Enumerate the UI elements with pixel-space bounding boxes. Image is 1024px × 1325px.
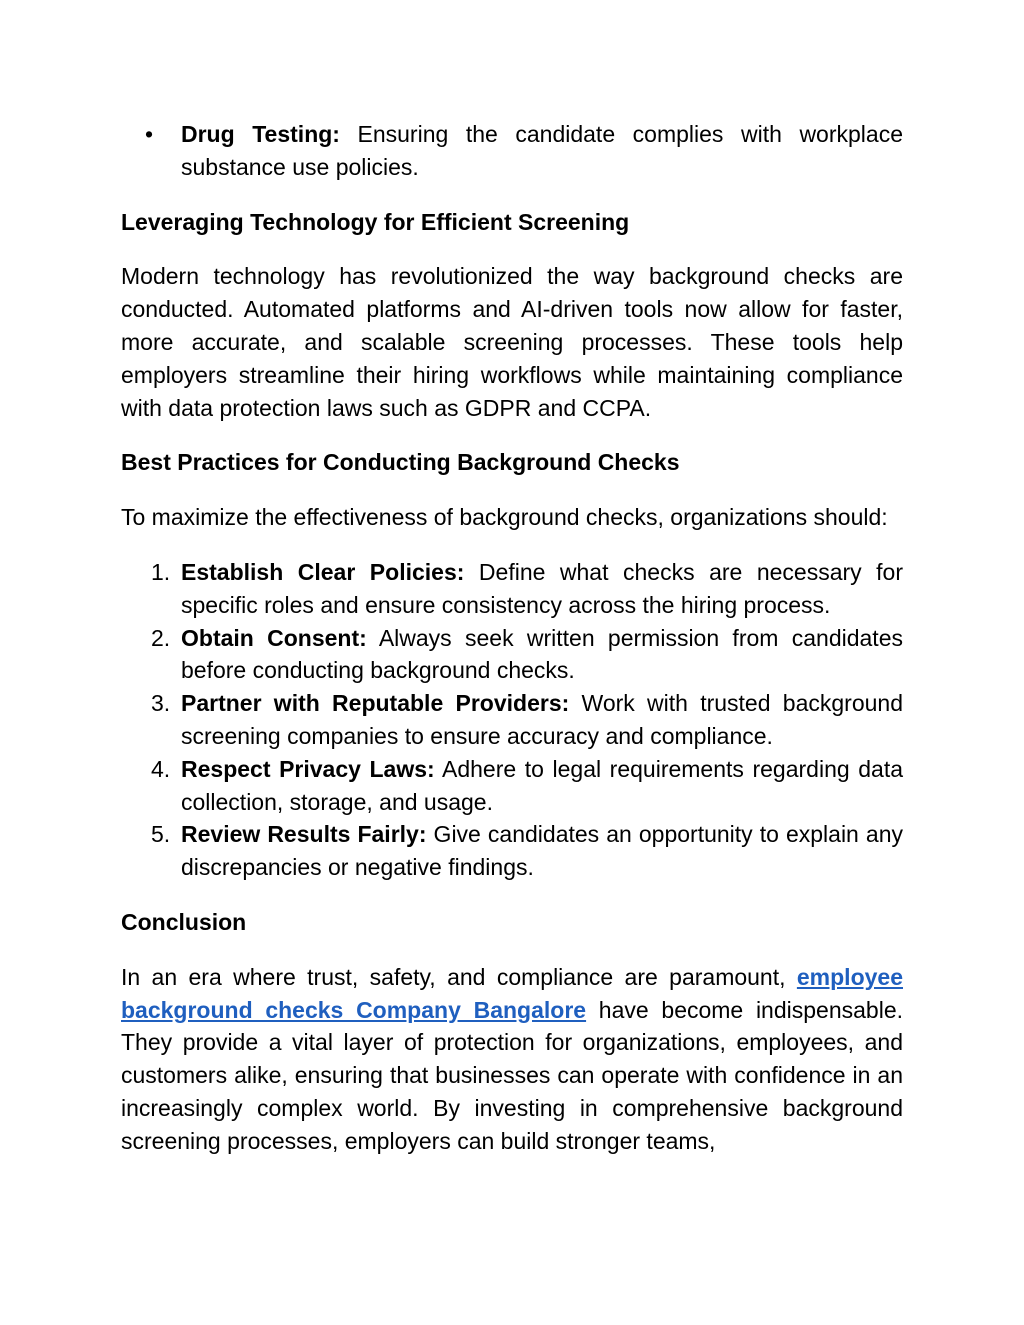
list-number: 1. [151,558,171,585]
list-item-obtain-consent [121,622,903,688]
paragraph-conclusion [121,961,903,1158]
bullet-list [121,118,903,184]
bullet-marker: • [145,121,154,147]
list-number: 4. [151,755,171,782]
list-item-label: Partner with Reputable Providers: [181,690,570,717]
document-page [121,118,903,1180]
list-item-drug-testing [121,118,903,184]
conclusion-text-before-link: In an era where trust, safety, and compliance are paramount, [121,963,797,990]
list-item-partner-providers [121,687,903,753]
list-item-label: Review Results Fairly: [181,821,427,848]
list-item-label: Obtain Consent: [181,624,367,651]
paragraph-technology: Modern technology has revolutionized the way background checks are conducted. Automated platforms and AI-driven tools now allow for faster, more accurate, and scalable screening processes. These tools help employers streamline their hiring workflows while maintaining compliance with data protection laws such as GDPR and CCPA. [121,263,903,421]
conclusion-text-after-link: have become indispensable. They provide a vital layer of protection for organizations, employees, and customers alike, ensuring that businesses can operate with confidence in an increasingly complex world. By investing in comprehensive background screening processes, employers can build stronger teams, [121,996,903,1154]
employee-background-checks-link[interactable]: employee background checks Company Bangalore [121,963,903,1023]
list-number: 3. [151,690,171,717]
list-number: 5. [151,821,171,848]
list-item-text: Give candidates an opportunity to explain any discrepancies or negative findings. [181,821,903,881]
heading-conclusion: Conclusion [121,908,247,935]
list-item-text: Work with trusted background screening companies to ensure accuracy and compliance. [181,690,903,749]
list-item-respect-privacy [121,753,903,819]
list-item-review-results [121,818,903,884]
practices-numbered-list [121,556,903,884]
heading-leveraging-technology: Leveraging Technology for Efficient Screening [121,208,630,235]
list-item-label: Respect Privacy Laws: [181,755,435,782]
list-item-text: Always seek written permission from candidates before conducting background checks. [181,624,903,684]
list-item-text: Define what checks are necessary for specific roles and ensure consistency across the hiring process. [181,558,903,618]
list-item-label: Drug Testing: [181,121,340,147]
list-item-label: Establish Clear Policies: [181,558,465,585]
list-item-text: Ensuring the candidate complies with workplace substance use policies. [181,121,903,180]
list-number: 2. [151,624,171,651]
list-item-establish-policies [121,556,903,622]
list-item-text: Adhere to legal requirements regarding data collection, storage, and usage. [181,755,904,815]
heading-best-practices: Best Practices for Conducting Background Checks [121,449,680,476]
paragraph-practices-intro: To maximize the effectiveness of background checks, organizations should: [121,504,888,531]
